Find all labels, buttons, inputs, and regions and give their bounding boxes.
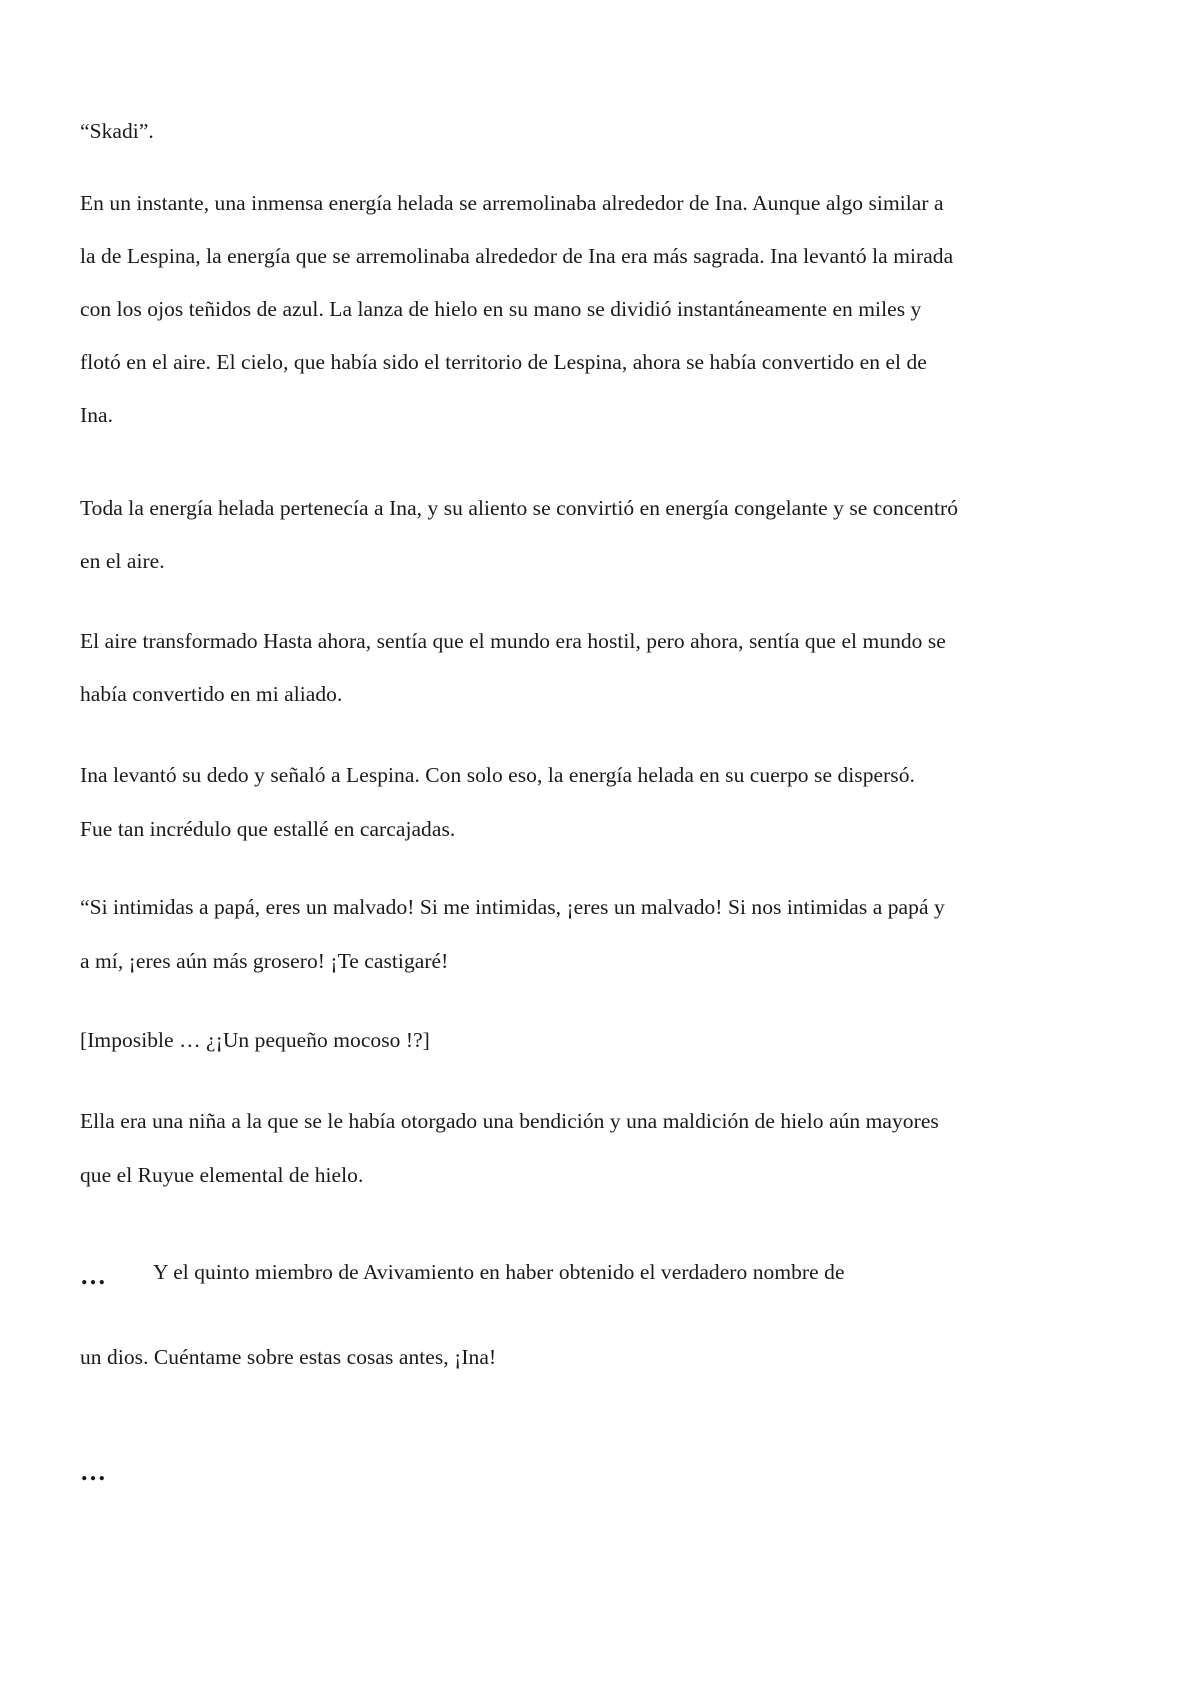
text-line: la de Lespina, la energía que se arremolinaba alrededor de Ina era más sagrada. Ina levantó la mirada <box>80 244 954 268</box>
text-line: flotó en el aire. El cielo, que había sido el territorio de Lespina, ahora se había convertido en el de <box>80 350 927 374</box>
text-line: que el Ruyue elemental de hielo. <box>80 1163 364 1187</box>
text-line: en el aire. <box>80 549 165 573</box>
text-line: había convertido en mi aliado. <box>80 682 343 706</box>
text-line: con los ojos teñidos de azul. La lanza de hielo en su mano se dividió instantáneamente en miles y <box>80 297 922 321</box>
text-line: Fue tan incrédulo que estallé en carcajadas. <box>80 817 456 841</box>
text-line: Ina. <box>80 403 114 427</box>
ellipsis-marker: … <box>80 1261 110 1290</box>
text-line: Ina levantó su dedo y señaló a Lespina. Con solo eso, la energía helada en su cuerpo se dispersó. <box>80 763 915 787</box>
text-line: un dios. Cuéntame sobre estas cosas antes, ¡Ina! <box>80 1345 497 1369</box>
text-line: [Imposible … ¿¡Un pequeño mocoso !?] <box>80 1028 430 1052</box>
text-line: El aire transformado Hasta ahora, sentía que el mundo era hostil, pero ahora, sentía que el mundo se <box>80 629 946 653</box>
text-line: Y el quinto miembro de Avivamiento en haber obtenido el verdadero nombre de <box>153 1260 845 1284</box>
text-line: Toda la energía helada pertenecía a Ina, y su aliento se convirtió en energía congelante y se concentró <box>80 496 958 520</box>
ellipsis-marker: … <box>80 1457 110 1486</box>
text-line: “Si intimidas a papá, eres un malvado! Si me intimidas, ¡eres un malvado! Si nos intimidas a papá y <box>80 895 945 919</box>
text-line: Ella era una niña a la que se le había otorgado una bendición y una maldición de hielo aún mayores <box>80 1109 939 1133</box>
text-line: En un instante, una inmensa energía helada se arremolinaba alrededor de Ina. Aunque algo similar a <box>80 191 944 215</box>
text-line: “Skadi”. <box>80 119 154 143</box>
text-line: a mí, ¡eres aún más grosero! ¡Te castigaré! <box>80 949 449 973</box>
